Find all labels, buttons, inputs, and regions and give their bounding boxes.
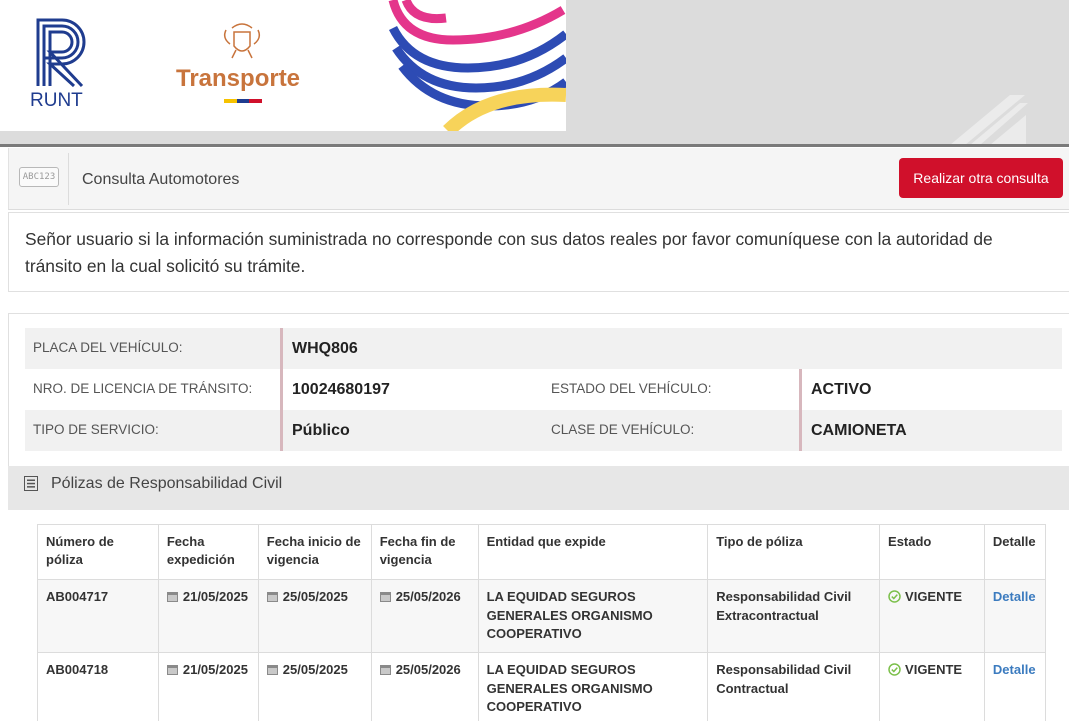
column-header: Detalle [984, 525, 1045, 580]
table-row [38, 580, 1046, 653]
clase-value: CAMIONETA [799, 410, 907, 451]
column-header: Entidad que expide [478, 525, 708, 580]
fecha-expedicion: 21/05/2025 [182, 589, 248, 604]
placa-label: PLACA DEL VEHÍCULO: [33, 340, 183, 355]
detalle-cell [984, 580, 1045, 653]
check-circle-icon [888, 663, 901, 676]
calendar-icon [167, 664, 178, 675]
licencia-label: NRO. DE LICENCIA DE TRÁNSITO: [33, 381, 253, 396]
column-header: Número de póliza [38, 525, 159, 580]
servicio-value: Público [280, 410, 350, 451]
fecha-fin-cell [371, 653, 478, 721]
new-query-button[interactable]: Realizar otra consulta [899, 158, 1063, 198]
column-header: Fecha expedición [158, 525, 258, 580]
licencia-value: 10024680197 [280, 369, 390, 410]
column-header: Fecha fin de vigencia [371, 525, 478, 580]
fecha-inicio-cell [258, 580, 371, 653]
fecha-fin: 25/05/2026 [395, 589, 461, 604]
estado-vehiculo-label: ESTADO DEL VEHÍCULO: [551, 381, 712, 396]
check-circle-icon [888, 590, 901, 603]
fecha-expedicion-cell [158, 653, 258, 721]
banner-divider [0, 144, 1069, 147]
status-badge: VIGENTE [905, 589, 963, 604]
section-title: Pólizas de Responsabilidad Civil [51, 475, 283, 492]
polizas-section-header [8, 466, 1069, 510]
placa-value: WHQ806 [280, 328, 358, 369]
fecha-inicio: 25/05/2025 [282, 589, 348, 604]
calendar-icon [380, 591, 391, 602]
table-header-row [38, 525, 1046, 580]
top-banner [0, 0, 1069, 147]
consulta-header [8, 148, 1069, 210]
colombia-flag-bar [224, 99, 262, 103]
info-row-servicio [25, 410, 1062, 451]
column-header: Estado [880, 525, 985, 580]
poliza-numero: AB004717 [38, 580, 159, 653]
column-header: Fecha inicio de vigencia [258, 525, 371, 580]
info-row-licencia [25, 369, 1062, 410]
servicio-label: TIPO DE SERVICIO: [33, 422, 159, 437]
estado-cell [880, 580, 985, 653]
tipo-poliza: Responsabilidad Civil Extracontractual [708, 580, 880, 653]
estado-vehiculo-value: ACTIVO [799, 369, 871, 410]
detalle-link[interactable]: Detalle [992, 589, 1036, 604]
calendar-icon [267, 664, 278, 675]
column-header: Tipo de póliza [708, 525, 880, 580]
detalle-link[interactable]: Detalle [992, 662, 1036, 677]
estado-cell [880, 653, 985, 721]
tipo-poliza: Responsabilidad Civil Contractual [708, 653, 880, 721]
info-row-placa [25, 328, 1062, 369]
list-icon [24, 476, 38, 491]
table-row [38, 653, 1046, 721]
decorative-waves [388, 0, 566, 131]
fecha-inicio-cell [258, 653, 371, 721]
banner-logos-area [0, 0, 566, 131]
decorative-chevrons [950, 95, 1040, 145]
abc123-icon: ABC123 [19, 167, 59, 187]
detalle-cell [984, 653, 1045, 721]
entidad-expide: LA EQUIDAD SEGUROS GENERALES ORGANISMO COOPERATIVO [478, 580, 708, 653]
calendar-icon [380, 664, 391, 675]
poliza-numero: AB004718 [38, 653, 159, 721]
polizas-table [37, 524, 1046, 721]
transporte-logo-text: Transporte [176, 65, 301, 92]
fecha-fin-cell [371, 580, 478, 653]
fecha-fin: 25/05/2026 [395, 662, 461, 677]
clase-label: CLASE DE VEHÍCULO: [551, 422, 695, 437]
user-notice: Señor usuario si la información suministrada no corresponde con sus datos reales por favor comuníquese con la autoridad de tránsito en la cual solicitó su trámite. [8, 212, 1069, 292]
fecha-expedicion: 21/05/2025 [182, 662, 248, 677]
page-title: Consulta Automotores [82, 171, 240, 188]
entidad-expide: LA EQUIDAD SEGUROS GENERALES ORGANISMO COOPERATIVO [478, 653, 708, 721]
header-divider [68, 153, 69, 205]
vehicle-info-panel [8, 313, 1069, 467]
fecha-expedicion-cell [158, 580, 258, 653]
fecha-inicio: 25/05/2025 [282, 662, 348, 677]
calendar-icon [167, 591, 178, 602]
calendar-icon [267, 591, 278, 602]
status-badge: VIGENTE [905, 662, 963, 677]
runt-logo-text: RUNT [30, 90, 83, 111]
